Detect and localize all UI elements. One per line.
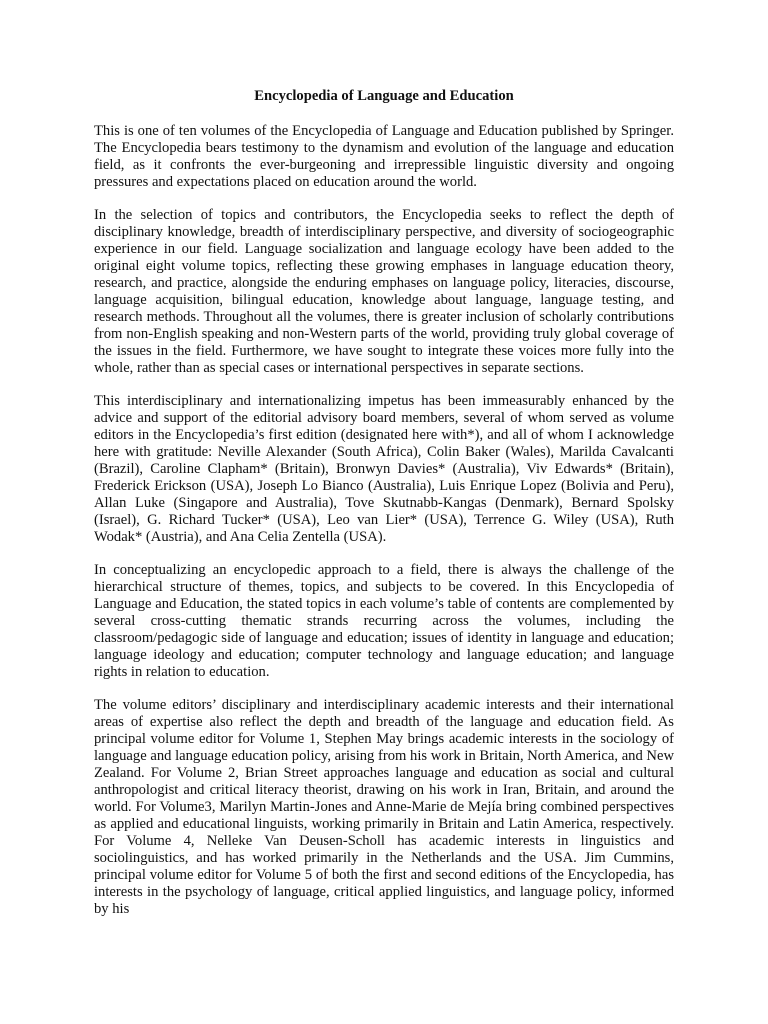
document-title: Encyclopedia of Language and Education: [254, 88, 514, 104]
paragraph-volume-editors: The volume editors’ disciplinary and interdisciplinary academic interests and their international areas of expertise also reflect the depth and breadth of the language and education field. As principal volume editor for Volume 1, Stephen May brings academic interests in the sociology of language and language education policy, arising from his work in Britain, North America, and New Zealand. For Volume 2, Brian Street approaches language and education as social and cultural anthropologist and critical literacy theorist, drawing on his work in Iran, Britain, and around the world. For Volume3, Marilyn Martin-Jones and Anne-Marie de Mejía bring combined perspectives as applied and educational linguists, working primarily in Britain and Latin America, respectively. For Volume 4, Nelleke Van Deusen-Scholl has academic interests in linguistics and sociolinguistics, and has worked primarily in the Netherlands and the USA. Jim Cummins, principal volume editor for Volume 5 of both the first and second editions of the Encyclopedia, has interests in the psychology of language, critical applied linguistics, and language policy, informed by his: [94, 697, 674, 917]
document-page: [94, 84, 674, 934]
paragraph-topics: In the selection of topics and contributors, the Encyclopedia seeks to reflect the depth of disciplinary knowledge, breadth of interdisciplinary perspective, and diversity of sociogeographic experience in our field. Language socialization and language ecology have been added to the original eight volume topics, reflecting these growing emphases in language education theory, research, and practice, alongside the enduring emphases on language policy, literacies, discourse, language acquisition, bilingual education, knowledge about language, language testing, and research methods. Throughout all the volumes, there is greater inclusion of scholarly contributions from non-English speaking and non-Western parts of the world, providing truly global coverage of the issues in the field. Furthermore, we have sought to integrate these voices more fully into the whole, rather than as special cases or international perspectives in separate sections.: [94, 207, 674, 376]
paragraph-structure: In conceptualizing an encyclopedic approach to a field, there is always the challenge of the hierarchical structure of themes, topics, and subjects to be covered. In this Encyclopedia of Language and Education, the stated topics in each volume’s table of contents are complemented by several cross-cutting thematic strands recurring across the volumes, including the classroom/pedagogic side of language and education; issues of identity in language and education; language ideology and education; computer technology and language education; and language rights in relation to education.: [94, 562, 674, 680]
paragraph-intro: This is one of ten volumes of the Encyclopedia of Language and Education published by Springer. The Encyclopedia bears testimony to the dynamism and evolution of the language and education field, as it confronts the ever-burgeoning and irrepressible linguistic diversity and ongoing pressures and expectations placed on education around the world.: [94, 123, 674, 190]
paragraph-advisory-board: This interdisciplinary and internationalizing impetus has been immeasurably enhanced by the advice and support of the editorial advisory board members, several of whom served as volume editors in the Encyclopedia’s first edition (designated here with*), and all of whom I acknowledge here with gratitude: Neville Alexander (South Africa), Colin Baker (Wales), Marilda Cavalcanti (Brazil), Caroline Clapham* (Britain), Bronwyn Davies* (Australia), Viv Edwards* (Britain), Frederick Erickson (USA), Joseph Lo Bianco (Australia), Luis Enrique Lopez (Bolivia and Peru), Allan Luke (Singapore and Australia), Tove Skutnabb-Kangas (Denmark), Bernard Spolsky (Israel), G. Richard Tucker* (USA), Leo van Lier* (USA), Terrence G. Wiley (USA), Ruth Wodak* (Austria), and Ana Celia Zentella (USA).: [94, 393, 674, 545]
